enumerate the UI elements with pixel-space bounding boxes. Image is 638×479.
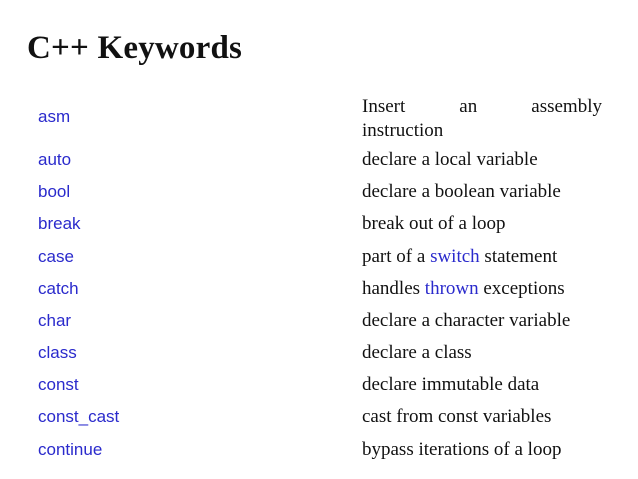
description-word: assembly (531, 96, 602, 117)
description-cell: cast from const variables (362, 406, 552, 427)
keyword-cell: auto (38, 150, 72, 169)
description-cell (362, 95, 602, 143)
description-cell: declare immutable data (362, 374, 540, 395)
description-cell (362, 277, 602, 301)
keyword-cell: bool (38, 182, 71, 201)
description-word: an (459, 96, 478, 117)
keyword-cell: char (38, 311, 72, 330)
keyword-cell: asm (38, 107, 71, 126)
description-cell: declare a class (362, 342, 472, 363)
description-cell: bypass iterations of a loop (362, 439, 562, 460)
keyword-cell: class (38, 343, 77, 362)
description-text: handles (362, 278, 425, 299)
keyword-cell: const_cast (38, 407, 120, 426)
keyword-cell: catch (38, 279, 79, 298)
description-word: Insert (362, 96, 406, 117)
keyword-cell: const (38, 375, 79, 394)
inline-keyword: switch (430, 246, 480, 267)
description-cell: declare a local variable (362, 149, 538, 170)
description-cell: declare a character variable (362, 310, 571, 331)
description-cell (362, 245, 602, 269)
keyword-cell: continue (38, 440, 103, 459)
description-line: instruction (362, 120, 444, 141)
description-text: part of a (362, 246, 431, 267)
description-line (362, 95, 602, 119)
description-cell: break out of a loop (362, 213, 506, 234)
keyword-cell: case (38, 247, 74, 266)
keyword-cell: break (38, 214, 81, 233)
inline-keyword: thrown (424, 278, 479, 299)
description-cell: declare a boolean variable (362, 181, 561, 202)
slide-title: C++ Keywords (27, 30, 243, 66)
description-text: statement (479, 246, 558, 267)
description-text: exceptions (478, 278, 565, 299)
